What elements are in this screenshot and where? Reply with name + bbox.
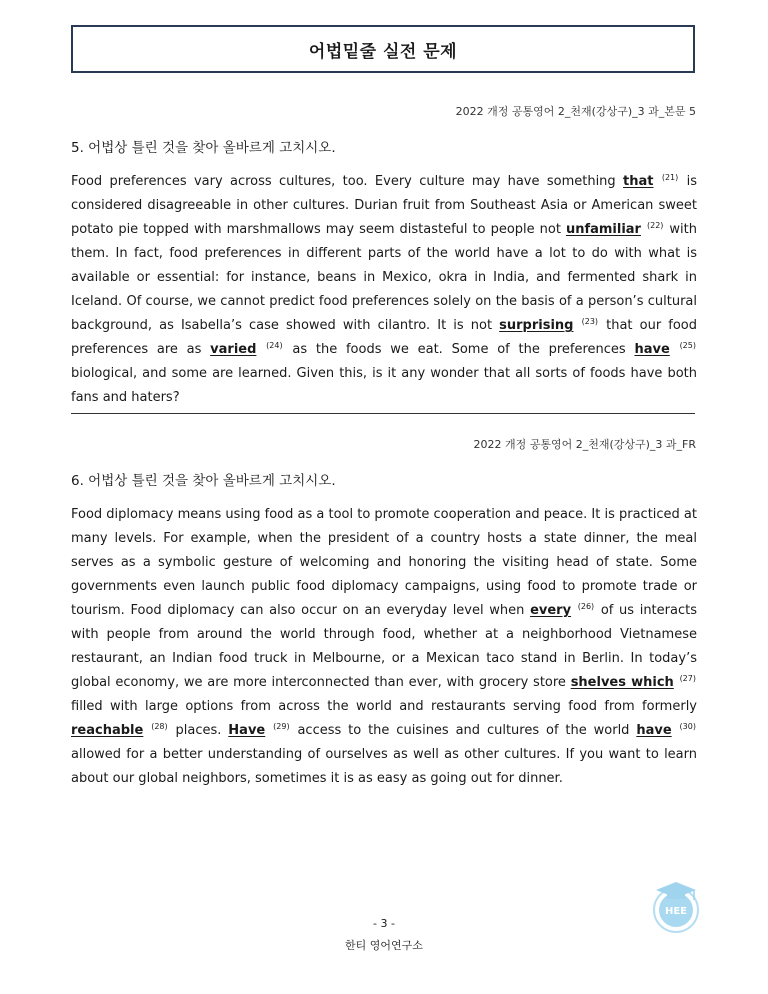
section-divider xyxy=(71,413,695,414)
underlined-28: reachable xyxy=(71,723,144,738)
passage-text: as the foods we eat. Some of the preferences xyxy=(283,342,635,357)
q5-instruction: 5. 어법상 틀린 것을 찾아 올바르게 고치시오. xyxy=(71,140,336,156)
passage-text: Food diplomacy means using food as a tool to promote cooperation and peace. It is practiced at many levels. For example, when the president of a country hosts a state dinner, the meal serves as a symbolic gesture of welcoming and honoring the visiting head of state. Some governments even launch public food diplomacy campaigns, using food to promote trade or tourism. Food diplomacy can also occur on an everyday level when xyxy=(71,507,697,618)
marker-22: (22) xyxy=(647,221,664,230)
underlined-22: unfamiliar xyxy=(565,222,641,237)
underlined-29: Have xyxy=(228,723,266,738)
logo-text: HEE xyxy=(664,906,688,917)
passage-text: Food preferences vary across cultures, too. Every culture may have something xyxy=(71,174,624,189)
passage-text: that our food preferences are as xyxy=(71,318,697,357)
marker-23: (23) xyxy=(581,317,599,326)
q5-source: 2022 개정 공통영어 2_천재(강상구)_3 과_본문 5 xyxy=(455,105,696,118)
marker-30: (30) xyxy=(679,722,696,731)
passage-text: allowed for a better understanding of ourselves as well as other cultures. If you want to learn about our global neighbors, sometimes it is as easy as going out for dinner. xyxy=(71,747,697,786)
q6-source: 2022 개정 공통영어 2_천재(강상구)_3 과_FR xyxy=(473,438,696,451)
q6-passage xyxy=(71,503,697,791)
q6-instruction: 6. 어법상 틀린 것을 찾아 올바르게 고치시오. xyxy=(71,473,336,489)
hee-logo-icon xyxy=(650,878,702,934)
underlined-23: surprising xyxy=(499,318,574,333)
page-title: 어법밑줄 실전 문제 xyxy=(308,41,458,62)
q5-passage xyxy=(71,170,697,410)
marker-21: (21) xyxy=(661,173,679,182)
organization-name: 한티 영어연구소 xyxy=(345,939,423,952)
underlined-30: have xyxy=(636,723,672,738)
underlined-26: every xyxy=(530,603,572,618)
passage-text: places. xyxy=(168,723,229,738)
passage-text: filled with large options from across the world and restaurants serving food from formerly xyxy=(71,699,697,714)
marker-28: (28) xyxy=(151,722,168,731)
passage-text: biological, and some are learned. Given this, is it any wonder that all sorts of foods have both fans and haters? xyxy=(71,366,697,405)
underlined-21: that xyxy=(623,174,654,189)
page-title-box xyxy=(71,25,695,73)
marker-27: (27) xyxy=(679,674,696,683)
marker-29: (29) xyxy=(273,722,290,731)
underlined-24: varied xyxy=(210,342,257,357)
page-number: - 3 - xyxy=(373,917,395,930)
passage-text: of us interacts with people from around the world through food, whether at a neighborhood Vietnamese restaurant, an Indian food truck in Melbourne, or a Mexican taco stand in Berlin. In today’s global economy, we are more interconnected than ever, with grocery store xyxy=(71,603,697,690)
passage-text: access to the cuisines and cultures of the world xyxy=(290,723,637,738)
underlined-25: have xyxy=(634,342,670,357)
passage-text: with them. In fact, food preferences in different parts of the world have a lot to do with what is available or essential: for instance, beans in Mexico, okra in India, and fermented shark in Iceland. Of course, we cannot predict food preferences solely on the basis of a person’s cultural background, as Isabella’s case showed with cilantro. It is not xyxy=(71,222,698,333)
marker-26: (26) xyxy=(577,602,595,611)
underlined-27: shelves which xyxy=(570,675,674,690)
marker-24: (24) xyxy=(266,341,283,350)
marker-25: (25) xyxy=(679,341,696,350)
passage-text: is considered disagreeable in other cultures. Durian fruit from Southeast Asia or American sweet potato pie topped with marshmallows may seem distasteful to people not xyxy=(71,174,697,237)
